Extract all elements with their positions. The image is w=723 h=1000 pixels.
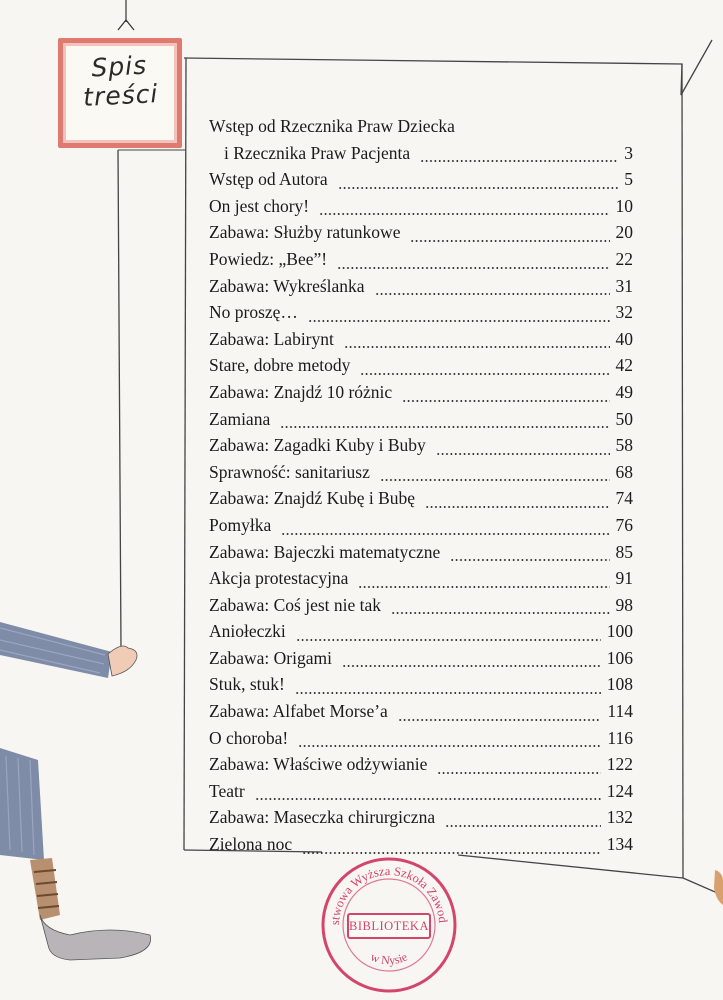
toc-entry bbox=[209, 196, 633, 223]
leg-figure bbox=[0, 748, 151, 960]
toc-entry bbox=[209, 568, 633, 595]
toc-entry-page: 124 bbox=[606, 780, 633, 801]
toc-dot-leader bbox=[295, 691, 601, 695]
toc-dot-leader bbox=[308, 319, 610, 323]
toc-entry-page: 5 bbox=[624, 169, 633, 190]
toc-entry-title: No proszę… bbox=[209, 302, 298, 323]
toc-dot-leader bbox=[342, 664, 601, 668]
toc-entry bbox=[209, 648, 633, 675]
toc-entry-page: 91 bbox=[615, 568, 633, 589]
toc-entry bbox=[209, 674, 633, 701]
toc-entry-title: Akcja protestacyjna bbox=[209, 568, 349, 589]
toc-entry-page: 114 bbox=[607, 701, 633, 722]
toc-entry bbox=[209, 754, 633, 781]
toc-dot-leader bbox=[296, 638, 601, 642]
toc-entry-title: Zabawa: Służby ratunkowe bbox=[209, 222, 401, 243]
toc-entry bbox=[209, 302, 633, 329]
toc-dot-leader bbox=[360, 372, 609, 376]
toc-entry-page: 132 bbox=[606, 807, 633, 828]
toc-entry-title: Zabawa: Alfabet Morse’a bbox=[209, 701, 388, 722]
toc-entry-title: Zabawa: Właściwe odżywianie bbox=[209, 754, 428, 775]
toc-entry-title: Powiedz: „Bee”! bbox=[209, 248, 328, 269]
toc-entry-title: Teatr bbox=[209, 780, 245, 801]
toc-entry-page: 50 bbox=[615, 408, 633, 429]
toc-entry bbox=[209, 355, 633, 382]
toc-entry-title: Pomyłka bbox=[209, 514, 272, 535]
toc-entry bbox=[209, 409, 633, 436]
toc-entry-page: 20 bbox=[615, 222, 633, 243]
toc-entry bbox=[209, 515, 633, 542]
toc-entry bbox=[209, 807, 633, 834]
toc-entry bbox=[209, 276, 633, 303]
toc-dot-leader bbox=[280, 425, 609, 429]
toc-entry-title: Zabawa: Bajeczki matematyczne bbox=[209, 541, 441, 562]
toc-entry-title: Stare, dobre metody bbox=[209, 355, 351, 376]
toc-entry-page: 85 bbox=[615, 541, 633, 562]
toc-entry-page: 49 bbox=[615, 381, 633, 402]
toc-dot-leader bbox=[338, 186, 619, 190]
toc-entry-page: 74 bbox=[615, 488, 633, 509]
toc-dot-leader bbox=[425, 505, 609, 509]
toc-entry bbox=[209, 143, 633, 170]
toc-entry-title: Zielona noc bbox=[209, 834, 293, 855]
library-stamp bbox=[319, 855, 459, 995]
toc-entry-title: Zabawa: Wykreślanka bbox=[209, 275, 365, 296]
toc-entry bbox=[209, 701, 633, 728]
toc-entry-page: 10 bbox=[615, 195, 633, 216]
toc-entry bbox=[209, 462, 633, 489]
toc-dot-leader bbox=[398, 718, 602, 722]
toc-entry bbox=[209, 621, 633, 648]
toc-entry-title: Sprawność: sanitariusz bbox=[209, 461, 370, 482]
toc-entry-title: On jest chory! bbox=[209, 195, 310, 216]
toc-sign bbox=[58, 38, 182, 148]
toc-entry bbox=[209, 169, 633, 196]
toc-entry bbox=[209, 595, 633, 622]
toc-entry-title: Zabawa: Znajdź 10 różnic bbox=[209, 381, 393, 402]
toc-entry-title: Wstęp od Autora bbox=[209, 169, 328, 190]
toc-entry-page: 116 bbox=[607, 727, 633, 748]
toc-entry bbox=[209, 542, 633, 569]
toc-dot-leader bbox=[445, 824, 601, 828]
sign-title-line2: treści bbox=[82, 79, 160, 112]
toc-entry-title: Zabawa: Labirynt bbox=[209, 328, 334, 349]
toc-dot-leader bbox=[436, 452, 610, 456]
toc-entry-page: 32 bbox=[615, 302, 633, 323]
toc-entry-title: Stuk, stuk! bbox=[209, 674, 285, 695]
toc-entry-title: Zabawa: Origami bbox=[209, 647, 332, 668]
toc-entry-page: 42 bbox=[615, 355, 633, 376]
toc-entry bbox=[209, 435, 633, 462]
toc-dot-leader bbox=[380, 478, 610, 482]
toc-entry-title: Zabawa: Znajdź Kubę i Bubę bbox=[209, 488, 416, 509]
toc-dot-leader bbox=[319, 212, 609, 216]
toc-entry bbox=[209, 488, 633, 515]
toc-entry-page: 68 bbox=[615, 461, 633, 482]
toc-entry bbox=[209, 329, 633, 356]
toc-entry-title: i Rzecznika Praw Pacjenta bbox=[224, 142, 411, 163]
toc-entry bbox=[209, 249, 633, 276]
toc-entry bbox=[209, 382, 633, 409]
toc-entry-page: 134 bbox=[606, 834, 633, 855]
toc-entry-page: 40 bbox=[615, 328, 633, 349]
toc-dot-leader bbox=[344, 345, 610, 349]
toc-entry-title: Zamiana bbox=[209, 408, 271, 429]
toc-entry-title: Zabawa: Coś jest nie tak bbox=[209, 594, 382, 615]
toc-entry-title: O choroba! bbox=[209, 727, 289, 748]
toc-dot-leader bbox=[437, 771, 600, 775]
toc-entry-page: 122 bbox=[606, 754, 633, 775]
toc-entry-page: 3 bbox=[624, 142, 633, 163]
toc-dot-leader bbox=[358, 585, 609, 589]
toc-dot-leader bbox=[402, 399, 609, 403]
toc-entry-title: Aniołeczki bbox=[209, 621, 286, 642]
toc-entry-title: Zabawa: Maseczka chirurgiczna bbox=[209, 807, 436, 828]
toc-dot-leader bbox=[255, 797, 601, 801]
toc-entry-page: 98 bbox=[615, 594, 633, 615]
toc-entry-title: Zabawa: Zagadki Kuby i Buby bbox=[209, 435, 426, 456]
toc-dot-leader bbox=[337, 266, 609, 270]
toc-entry bbox=[209, 116, 633, 143]
stamp-ring-bottom: w Nysie bbox=[368, 949, 410, 968]
toc-entry-page: 106 bbox=[606, 647, 633, 668]
toc-entry bbox=[209, 222, 633, 249]
toc-entry bbox=[209, 781, 633, 808]
toc-entry-page: 100 bbox=[606, 621, 633, 642]
stamp-ring-top: stwowa Wyższa Szkoła Zawod bbox=[327, 863, 451, 926]
toc-entry-page: 22 bbox=[615, 248, 633, 269]
toc-entry-page: 76 bbox=[615, 514, 633, 535]
toc-dot-leader bbox=[391, 611, 609, 615]
sign-title-line1: Spis bbox=[90, 50, 148, 83]
toc-dot-leader bbox=[450, 558, 609, 562]
toc-entry bbox=[209, 728, 633, 755]
toc-dot-leader bbox=[410, 239, 609, 243]
toc-entry-title: Wstęp od Rzecznika Praw Dziecka bbox=[209, 116, 455, 136]
sign-title bbox=[57, 49, 184, 113]
toc-dot-leader bbox=[281, 532, 609, 536]
toc-dot-leader bbox=[420, 159, 618, 163]
toc-dot-leader bbox=[298, 744, 601, 748]
sleeve-arm bbox=[0, 622, 137, 678]
toc-entry-page: 108 bbox=[606, 674, 633, 695]
toc-entry-page: 58 bbox=[615, 435, 633, 456]
toc-entry-page: 31 bbox=[615, 275, 633, 296]
toc-dot-leader bbox=[375, 292, 610, 296]
stamp-center-label: BIBLIOTEKA bbox=[347, 913, 431, 939]
table-of-contents bbox=[209, 116, 633, 861]
